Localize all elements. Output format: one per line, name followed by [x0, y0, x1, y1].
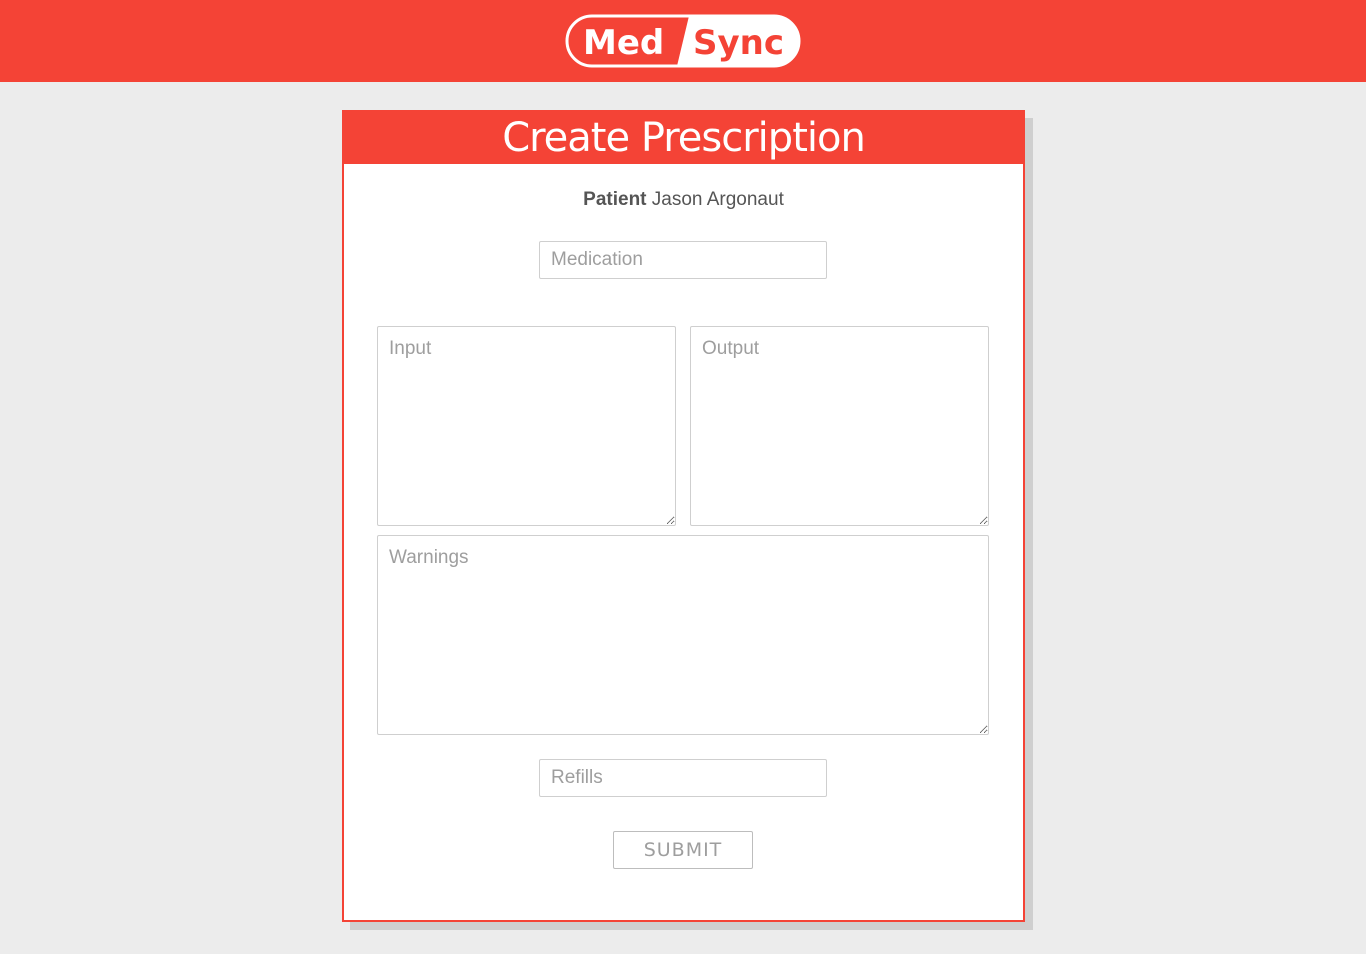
submit-button[interactable]: SUBMIT	[613, 831, 753, 869]
page-title: Create Prescription	[344, 112, 1023, 164]
medication-input[interactable]	[539, 241, 827, 279]
patient-info	[344, 188, 1023, 212]
logo-text-sync: Sync	[693, 23, 785, 63]
refills-input[interactable]	[539, 759, 827, 797]
warnings-textarea[interactable]	[377, 535, 989, 735]
output-textarea[interactable]	[690, 326, 989, 526]
patient-label: Patient	[583, 189, 647, 210]
patient-name: Jason Argonaut	[651, 189, 784, 210]
input-textarea[interactable]	[377, 326, 676, 526]
top-bar	[0, 0, 1366, 82]
prescription-form-card	[342, 110, 1025, 922]
logo-text-med: Med	[583, 23, 665, 63]
medsync-logo[interactable]	[565, 14, 801, 68]
